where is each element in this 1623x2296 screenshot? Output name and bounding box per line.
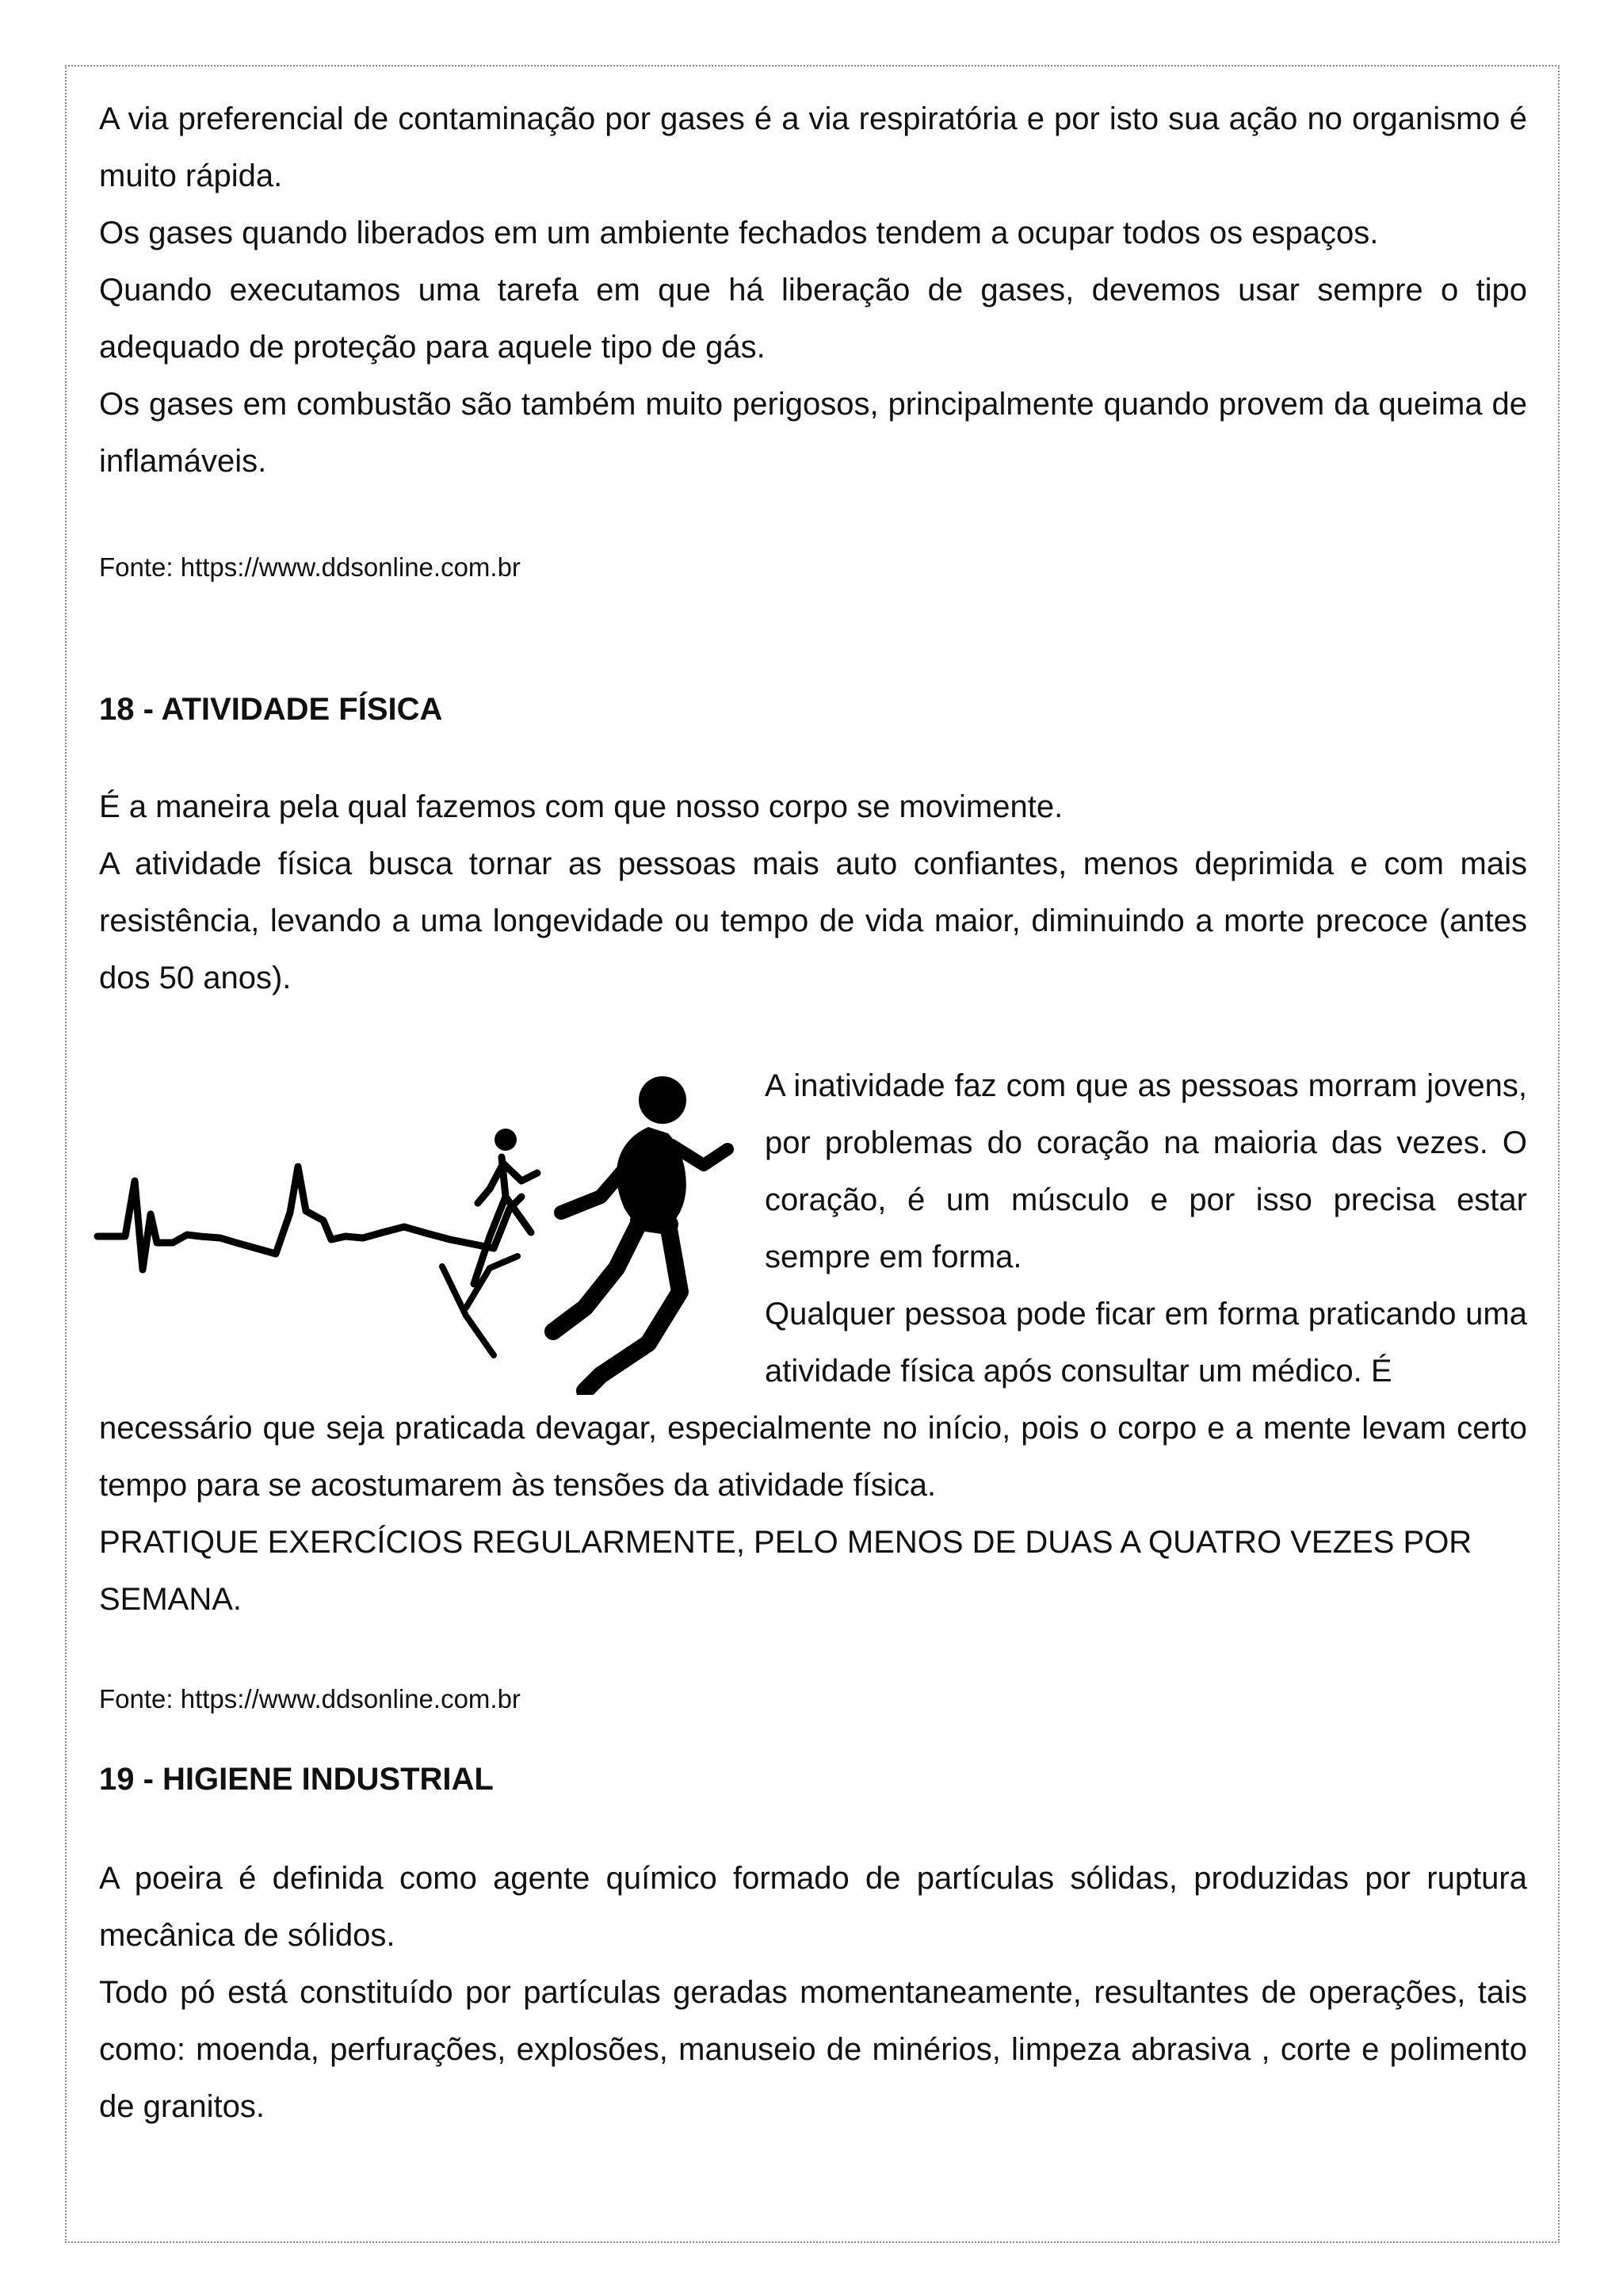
section19-body [99,1850,1527,2135]
heartbeat-runner-icon [94,1070,743,1395]
section18-wrapped-text [765,1057,1527,1400]
section-heading: 18 - ATIVIDADE FÍSICA [99,692,443,727]
paragraph: Os gases quando liberados em um ambiente fechados tendem a ocupar todos os espaços. [99,216,1379,250]
paragraph: A poeira é definida como agente químico formado de partículas sólidas, produzidas por ruptura mecânica de sólidos. [99,1861,1527,1953]
paragraph: necessário que seja praticada devagar, especialmente no início, pois o corpo e a mente levam certo tempo para se acostumarem às tensões da atividade física. [99,1411,1527,1503]
paragraph: A atividade física busca tornar as pessoas mais auto confiantes, menos deprimida e com mais resistência, levando a uma longevidade ou tempo de vida maior, diminuindo a morte precoce (antes dos 50 anos). [99,846,1527,995]
section18-continued [99,1400,1527,1628]
source-note: Fonte: https://www.ddsonline.com.br [99,552,521,582]
section-heading: 19 - HIGIENE INDUSTRIAL [99,1762,494,1797]
paragraph: A inatividade faz com que as pessoas morram jovens, por problemas do coração na maioria das vezes. O coração, é um músculo e por isso precisa estar sempre em forma. [765,1068,1527,1274]
section18-intro [99,778,1527,1007]
source-note: Fonte: https://www.ddsonline.com.br [99,1684,521,1713]
paragraph: Todo pó está constituído por partículas geradas momentaneamente, resultantes de operações, tais como: moenda, perfurações, explosões, manuseio de minérios, limpeza abrasiva , corte e polimento de granitos. [99,1975,1527,2124]
paragraph: A via preferencial de contaminação por gases é a via respiratória e por isto sua ação no organismo é muito rápida. [99,101,1527,193]
section17-body [99,90,1527,490]
paragraph: Os gases em combustão são também muito perigosos, principalmente quando provem da queima de inflamáveis. [99,387,1527,479]
paragraph: É a maneira pela qual fazemos com que nosso corpo se movimente. [99,789,1064,824]
paragraph: Quando executamos uma tarefa em que há liberação de gases, devemos usar sempre o tipo adequado de proteção para aquele tipo de gás. [99,273,1527,365]
callout: PRATIQUE EXERCÍCIOS REGULARMENTE, PELO MENOS DE DUAS A QUATRO VEZES POR SEMANA. [99,1525,1472,1617]
paragraph: Qualquer pessoa pode ficar em forma praticando uma atividade física após consultar um médico. É [765,1297,1527,1389]
